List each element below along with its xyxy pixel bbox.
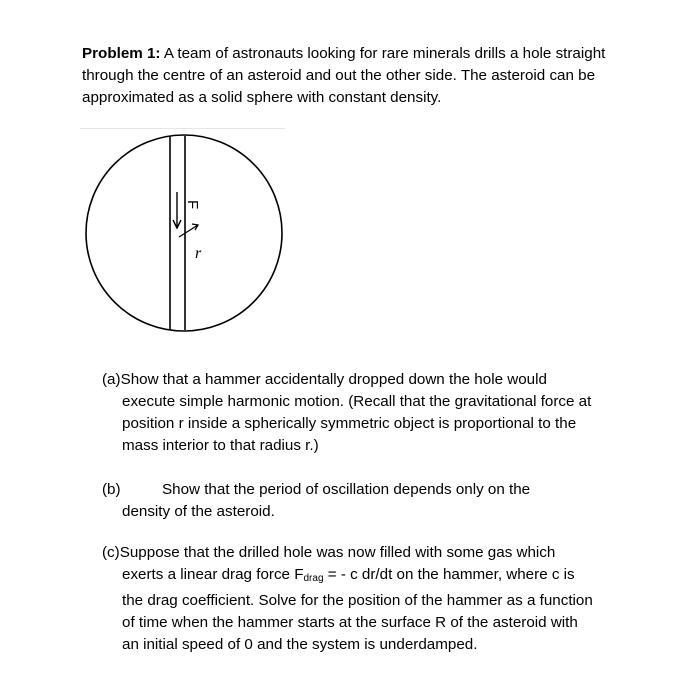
part-a-first-line: Show that a hammer accidentally dropped down the hole would bbox=[120, 371, 547, 388]
radius-arrow bbox=[179, 225, 198, 237]
part-c-first-line: Suppose that the drilled hole was now filled with some gas which bbox=[119, 544, 556, 561]
problem-text: A team of astronauts looking for rare minerals drills a hole straight through the centre of an asteroid and out the other side. The asteroid can be approximated as a solid sphere with constant density. bbox=[82, 45, 606, 106]
part-c-rest bbox=[102, 564, 597, 656]
asteroid-circle bbox=[86, 135, 282, 331]
drag-subscript: drag bbox=[303, 573, 324, 584]
force-label: F bbox=[184, 200, 201, 210]
radius-label: r bbox=[195, 245, 202, 262]
part-b-rest: density of the asteroid. bbox=[122, 503, 275, 520]
part-a-label: (a) bbox=[102, 371, 121, 388]
divider bbox=[80, 128, 285, 129]
part-b-first-line: Show that the period of oscillation depends only on the bbox=[162, 481, 531, 498]
part-c-rest-1: exerts a linear drag force F bbox=[122, 566, 304, 583]
part-c-label: (c) bbox=[102, 544, 120, 561]
part-c-rest-2: = - c dr/dt on the hammer, where c is the drag coefficient. Solve for the position of the hammer as a function of time when the hammer starts at the surface R of the asteroid with an initial speed of 0 and the system is underdamped. bbox=[122, 566, 593, 653]
part-b bbox=[102, 479, 602, 523]
problem-heading: Problem 1: bbox=[82, 45, 161, 62]
part-a-rest: execute simple harmonic motion. (Recall that the gravitational force at position r inside a spherically symmetric object is proportional to the mass interior to that radius r.) bbox=[122, 393, 592, 454]
part-c bbox=[102, 542, 612, 656]
part-b-label: (b) bbox=[102, 481, 121, 498]
problem-statement bbox=[82, 43, 612, 109]
asteroid-diagram bbox=[80, 130, 300, 360]
part-a bbox=[102, 369, 602, 457]
